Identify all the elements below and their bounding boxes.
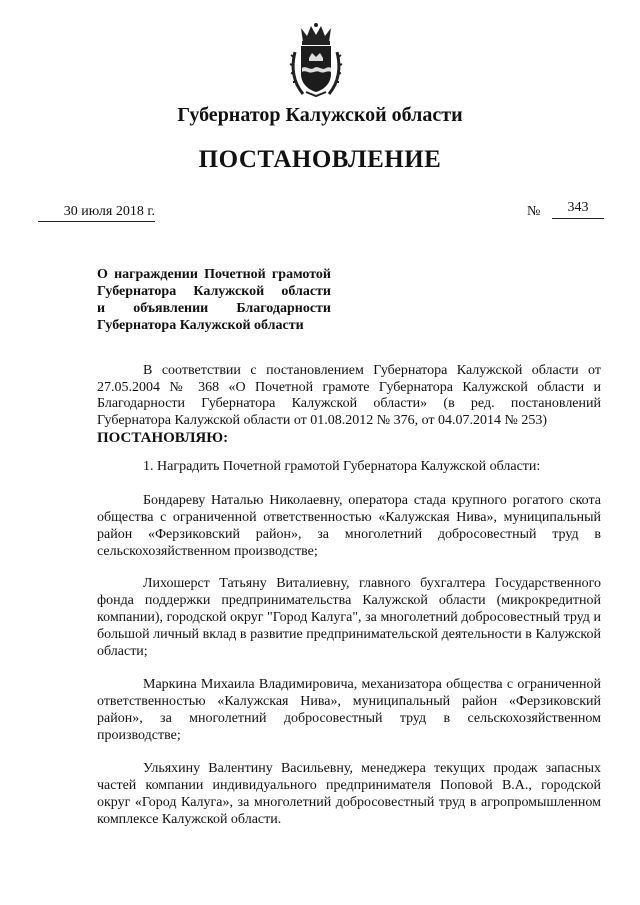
title-line: Губернатора Калужской области — [97, 284, 331, 299]
decree-heading: ПОСТАНОВЛЯЮ: — [97, 430, 229, 446]
document-date: 30 июля 2018 г. — [38, 204, 155, 222]
awardee-paragraph: Ульяхину Валентину Васильевну, менеджера текущих продаж запасных частей компании индивидуального предпринимателя Поповой В.А., городской округ «Город Калуга», за многолетний добросовестный труд в агропромышленном комплексе Калужской области. — [97, 761, 601, 827]
title-line: О награждении Почетной грамотой — [97, 267, 331, 282]
title-line: и объявлении Благодарности — [97, 301, 331, 316]
item-1-paragraph: 1. Наградить Почетной грамотой Губернатора Калужской области: — [143, 459, 541, 474]
document-title — [97, 266, 331, 334]
awardee-paragraph: Лихошерст Татьяну Виталиевну, главного бухгалтера Государственного фонда поддержки предпринимательства Калужской области (микрокредитной компании), городской округ "Город Калуга", за многолетний добросовестный труд и большой личный вклад в развитие предпринимательской деятельности в Калужской области; — [97, 576, 601, 659]
awardee-paragraph: Маркина Михаила Владимировича, механизатора общества с ограниченной ответственностью «Калужская Нива», муниципальный район «Ферзиковский район», за многолетний добросовестный труд в сельскохозяйственном производстве; — [97, 677, 601, 743]
document-number: 343 — [552, 200, 604, 219]
issuing-authority: Губернатор Калужской области — [177, 104, 463, 126]
kaluga-coat-of-arms-icon — [289, 22, 343, 98]
title-line: Губернатора Калужской области — [97, 318, 304, 333]
preamble-paragraph: В соответствии с постановлением Губернатора Калужской области от 27.05.2004 № 368 «О Почетной грамоте Губернатора Калужской области и Благодарности Губернатора Калужской области» (в ред. постановлений Губернатора Калужской области от 01.08.2012 № 376, от 04.07.2014 № 253) — [97, 363, 601, 428]
document-number-label: № — [527, 204, 541, 219]
document-type-heading: ПОСТАНОВЛЕНИЕ — [198, 146, 442, 173]
awardee-paragraph: Бондареву Наталью Николаевну, оператора стада крупного рогатого скота общества с ограниченной ответственностью «Калужская Нива», муниципальный район «Ферзиковский район», за многолетний добросовестный труд в сельскохозяйственном производстве; — [97, 493, 601, 559]
